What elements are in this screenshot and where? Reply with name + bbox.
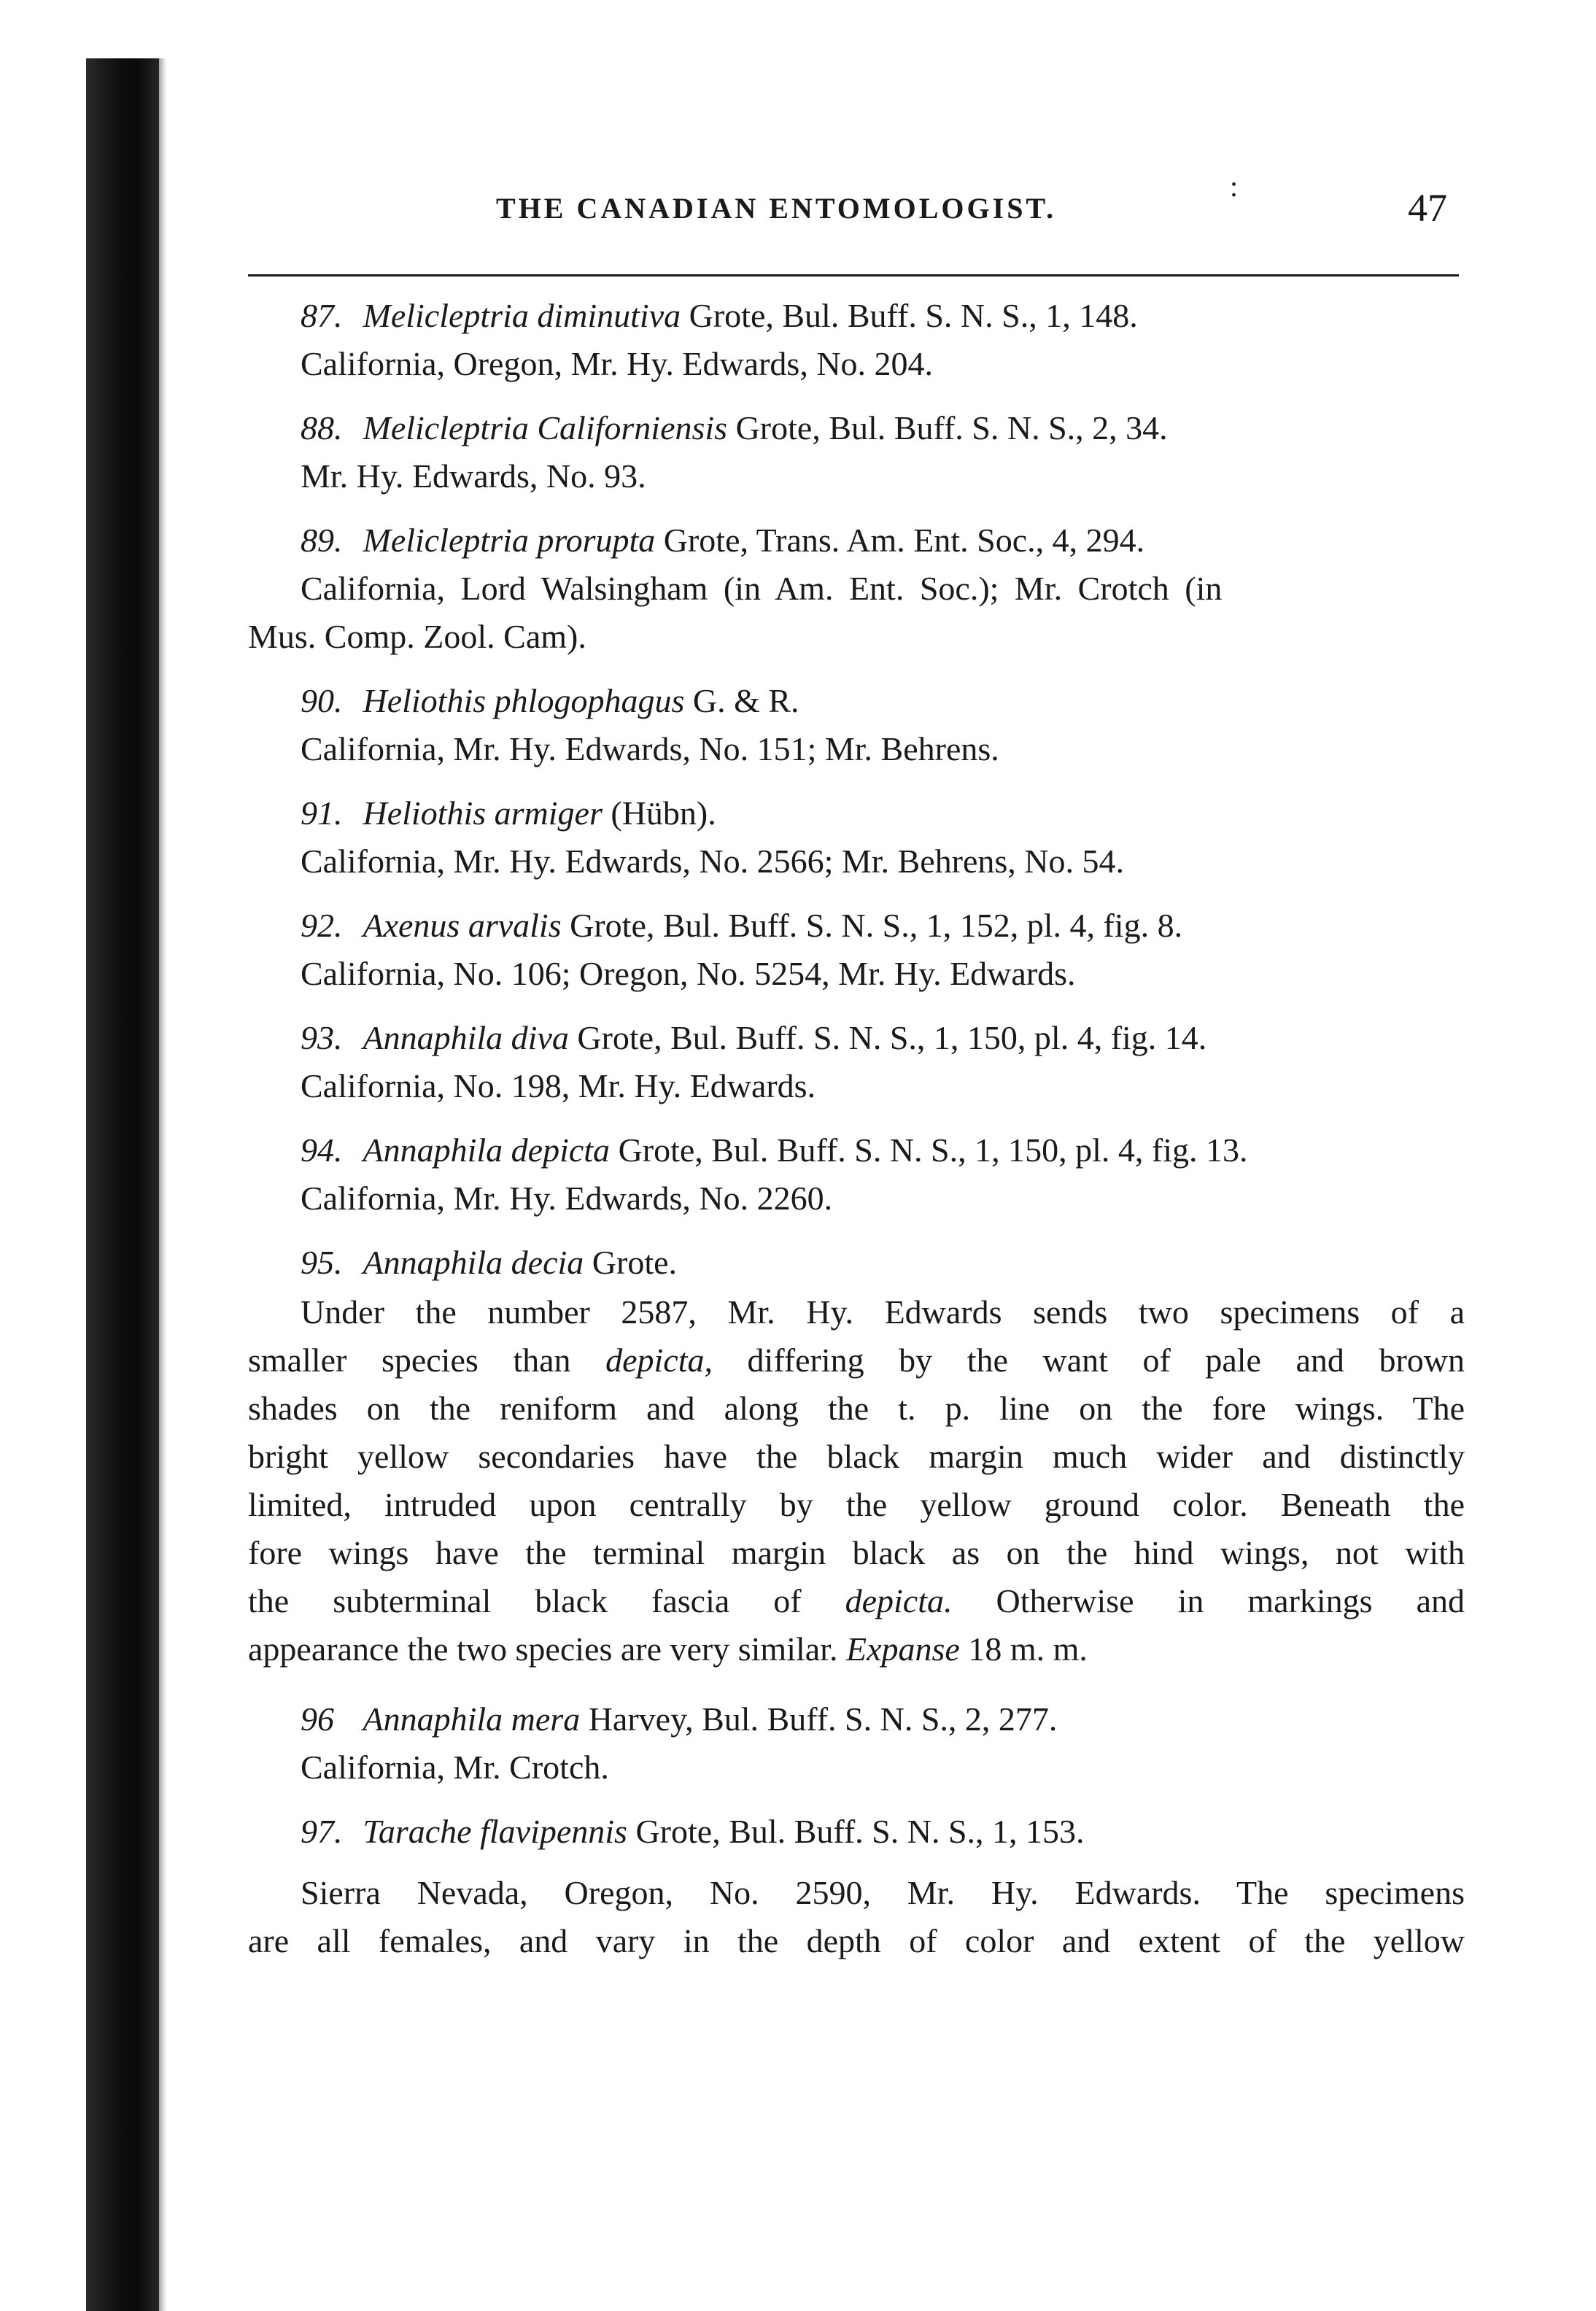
entry-number: 87. [301,297,343,334]
italic-term: depicta. [845,1582,953,1619]
species-entry-94 [248,1126,1465,1223]
locality-line: California, No. 106; Oregon, No. 5254, Mr. Hy. Edwards. [301,955,1076,992]
locality-line: California, No. 198, Mr. Hy. Edwards. [301,1067,816,1104]
locality-line: Mus. Comp. Zool. Cam). [248,618,586,655]
header-rule [248,274,1459,276]
species-entry-88 [248,404,1465,500]
species-entry-89 [248,516,1465,661]
entry-number: 90. [301,682,343,719]
citation: Grote, Bul. Buff. S. N. S., 1, 153. [627,1813,1085,1850]
paragraph-line: are all females, and vary in the depth of color and extent of the yellow [248,1922,1465,1959]
taxon-name: Melicleptria Californiensis [363,409,728,446]
species-entry-87 [248,292,1465,388]
species-entry-93 [248,1014,1465,1110]
page-number: 47 [1408,186,1447,230]
citation: Grote, Bul. Buff. S. N. S., 1, 148. [681,297,1138,334]
paragraph-line: Under the number 2587, Mr. Hy. Edwards sends two specimens of a [301,1293,1465,1331]
locality-line: California, Mr. Hy. Edwards, No. 2566; Mr. Behrens, No. 54. [301,843,1124,880]
species-entry-95 [248,1239,1465,1287]
citation: (Hübn). [602,794,716,832]
italic-term: depicta, [605,1342,713,1379]
citation: Grote, Bul. Buff. S. N. S., 1, 150, pl. 4, fig. 14. [568,1019,1207,1056]
species-entry-90 [248,677,1465,773]
species-entry-97 [248,1808,1465,1965]
species-entry-92 [248,902,1465,998]
entry-number: 91. [301,794,343,832]
citation: Grote, Bul. Buff. S. N. S., 1, 150, pl. 4, fig. 13. [610,1131,1248,1169]
taxon-name: Tarache flavipennis [363,1813,627,1850]
ink-dot: : [1230,170,1239,203]
paragraph-line: the subterminal black fascia of depicta. Otherwise in markings and [248,1582,1465,1619]
paragraph-line: bright yellow secondaries have the black margin much wider and distinctly [248,1438,1465,1475]
paragraph-line: smaller species than depicta, differing by the want of pale and brown [248,1342,1465,1379]
description-paragraph [248,1288,1465,1673]
taxon-name: Annaphila decia [363,1244,584,1281]
species-entry-91 [248,789,1465,886]
citation: Harvey, Bul. Buff. S. N. S., 2, 277. [580,1700,1058,1738]
locality-line: Mr. Hy. Edwards, No. 93. [301,457,646,495]
citation: Grote. [584,1244,678,1281]
citation: Grote, Bul. Buff. S. N. S., 2, 34. [727,409,1168,446]
paragraph-line: fore wings have the terminal margin black as on the hind wings, not with [248,1534,1465,1571]
entry-number: 94. [301,1131,343,1169]
entry-number: 92. [301,907,343,944]
paragraph-line: Sierra Nevada, Oregon, No. 2590, Mr. Hy. Edwards. The specimens [301,1874,1465,1911]
locality-line: California, Oregon, Mr. Hy. Edwards, No. 204. [301,345,934,382]
citation: Grote, Bul. Buff. S. N. S., 1, 152, pl. 4, fig. 8. [561,907,1183,944]
locality-line: California, Mr. Hy. Edwards, No. 151; Mr. Behrens. [301,730,999,767]
taxon-name: Melicleptria prorupta [363,522,656,559]
locality-line: California, Lord Walsingham (in Am. Ent. Soc.); Mr. Crotch (in [301,570,1223,607]
locality-line: California, Mr. Hy. Edwards, No. 2260. [301,1180,833,1217]
italic-term: Expanse [845,1630,960,1668]
entry-number: 97. [301,1813,343,1850]
taxon-name: Annaphila depicta [363,1131,611,1169]
entry-number: 89. [301,522,343,559]
entry-number: 93. [301,1019,343,1056]
page-body [248,292,1465,1981]
entry-number: 96 [301,1700,334,1738]
entry-number: 95. [301,1244,343,1281]
page-binding-edge [86,58,159,2311]
taxon-name: Annaphila mera [363,1700,581,1738]
citation: G. & R. [684,682,799,719]
paragraph-line: shades on the reniform and along the t. p. line on the fore wings. The [248,1390,1465,1427]
taxon-name: Melicleptria diminutiva [363,297,681,334]
taxon-name: Heliothis phlogophagus [363,682,685,719]
citation: Grote, Trans. Am. Ent. Soc., 4, 294. [655,522,1145,559]
taxon-name: Annaphila diva [363,1019,569,1056]
taxon-name: Heliothis armiger [363,794,603,832]
locality-line: California, Mr. Crotch. [301,1749,609,1786]
entry-number: 88. [301,409,343,446]
journal-title: THE CANADIAN ENTOMOLOGIST. [496,192,1057,225]
species-entry-96 [248,1695,1465,1792]
paragraph-line: appearance the two species are very similar. Expanse 18 m. m. [248,1630,1088,1668]
taxon-name: Axenus arvalis [363,907,562,944]
paragraph-line: limited, intruded upon centrally by the yellow ground color. Beneath the [248,1486,1465,1523]
